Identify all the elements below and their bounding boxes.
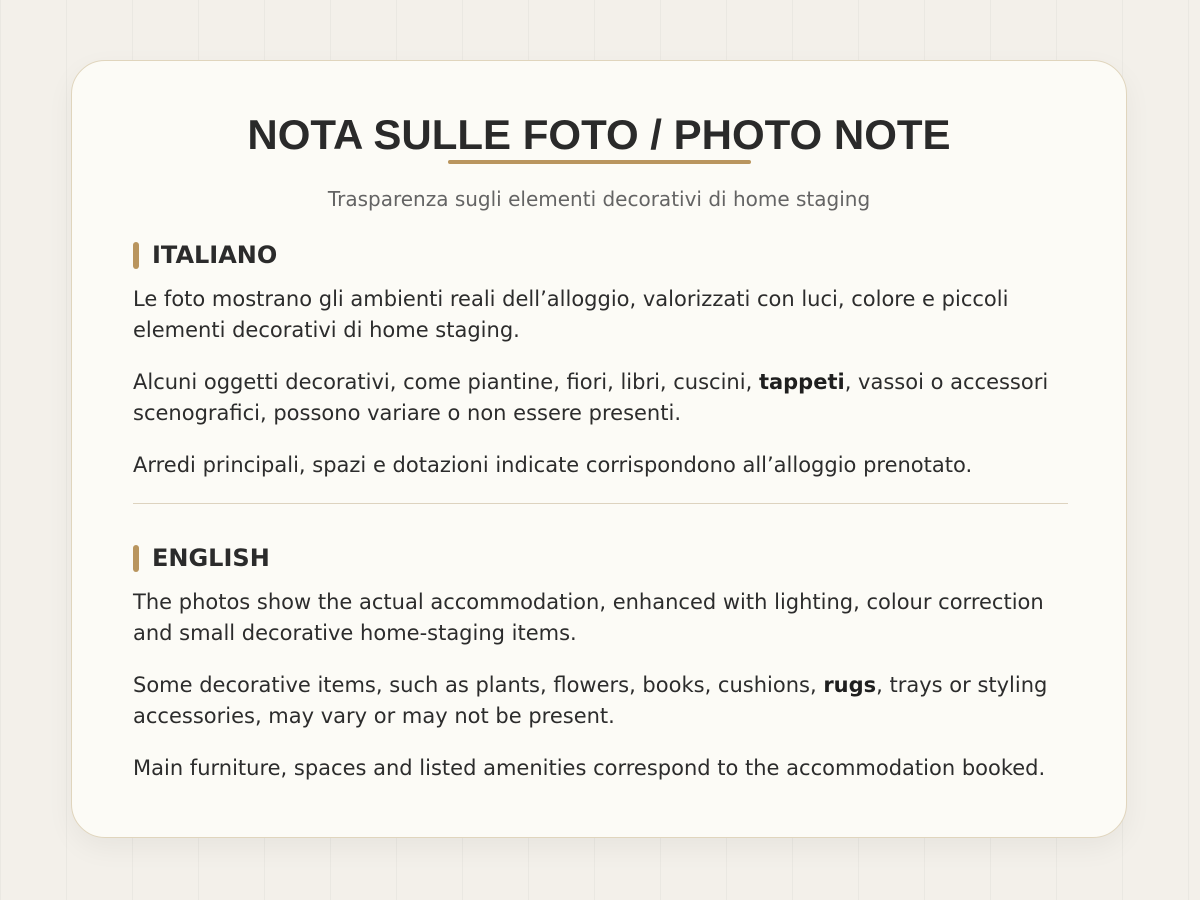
section-header-italian [133, 240, 277, 270]
section-accent-bar [133, 545, 139, 572]
section-title-english: ENGLISH [152, 544, 270, 572]
english-paragraph-3: Main furniture, spaces and listed amenities correspond to the accommodation booked. [133, 756, 1046, 780]
italian-paragraph-2-text: Alcuni oggetti decorativi, come piantine, fiori, libri, cuscini, [133, 370, 759, 394]
english-paragraph-2 [133, 670, 1053, 732]
english-paragraph-2-bold: rugs [823, 673, 877, 697]
italian-paragraph-3: Arredi principali, spazi e dotazioni indicate corrispondono all’alloggio prenotato. [133, 453, 973, 477]
italian-paragraph-2-bold: tappeti [758, 370, 845, 394]
english-paragraph-2-text-end: , trays or styling accessories, may vary or may not be present. [133, 673, 1048, 728]
page-subtitle: Trasparenza sugli elementi decorativi di home staging [327, 187, 871, 211]
italian-paragraph-2-text-end: , vassoi o accessori scenografici, possono variare o non essere presenti. [133, 370, 1049, 425]
english-paragraph-2-text: Some decorative items, such as plants, flowers, books, cushions, [133, 673, 824, 697]
english-paragraph-1: The photos show the actual accommodation, enhanced with lighting, colour correction and small decorative home-staging items. [133, 590, 1044, 645]
title-underline [448, 160, 751, 164]
section-title-italian: ITALIANO [152, 241, 278, 269]
section-accent-bar [133, 242, 139, 269]
page-title: NOTA SULLE FOTO / PHOTO NOTE [247, 111, 951, 158]
italian-paragraph-2 [133, 367, 1053, 429]
italian-paragraph-1: Le foto mostrano gli ambienti reali dell’alloggio, valorizzati con luci, colore e piccoli elementi decorativi di home staging. [133, 287, 1009, 342]
section-divider [133, 503, 1068, 504]
section-header-english [133, 543, 270, 573]
photo-note-card [71, 60, 1127, 838]
